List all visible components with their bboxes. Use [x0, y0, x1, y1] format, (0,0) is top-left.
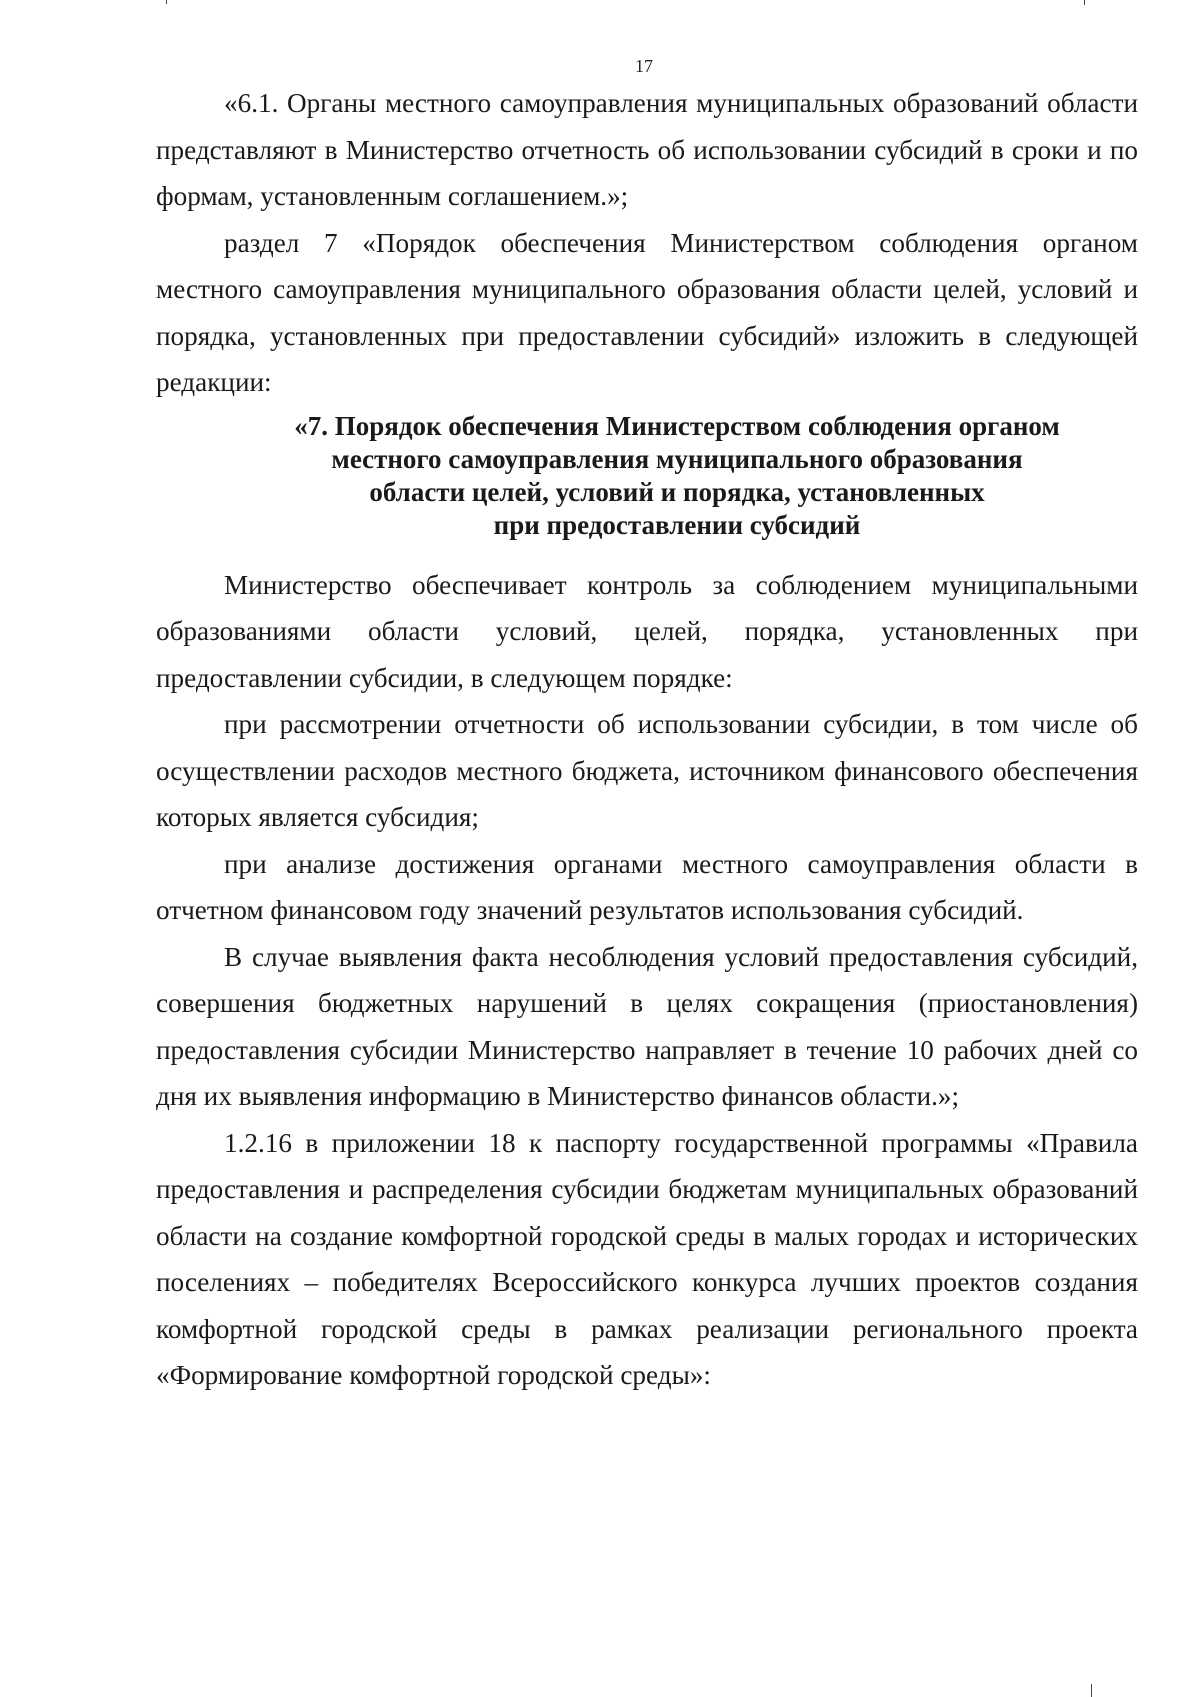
paragraph-violations: В случае выявления факта несоблюдения условий предоставления субсидий, совершения бюджетных нарушений в целях сокращения (приостановления) предоставления субсидии Министерство направляет в течение 10 рабочих дней со дня их выявления информацию в Министерство финансов области.»;	[156, 941, 1138, 1111]
paragraph-section-7-intro: раздел 7 «Порядок обеспечения Министерством соблюдения органом местного самоуправления муниципального образования области целей, условий и порядка, установленных при предоставлении субсидий» изложить в следующей редакции:	[156, 227, 1138, 397]
paragraph-ministry-control: Министерство обеспечивает контроль за соблюдением муниципальными образованиями области условий, целей, порядка, установленных при предоставлении субсидии, в следующем порядке:	[156, 569, 1138, 693]
page-number: 17	[635, 56, 653, 76]
paragraph-results-analysis: при анализе достижения органами местного самоуправления области в отчетном финансовом году значений результатов использования субсидий.	[156, 848, 1138, 925]
paragraph-6-1: «6.1. Органы местного самоуправления муниципальных образований области представляют в Министерство отчетность об использовании субсидий в сроки и по формам, установленным соглашением.»;	[156, 88, 1138, 211]
heading-line: «7. Порядок обеспечения Министерством соблюдения органом	[294, 410, 1060, 441]
scan-artifact	[166, 0, 167, 4]
paragraph-reporting-review: при рассмотрении отчетности об использовании субсидии, в том числе об осуществлении расходов местного бюджета, источником финансового обеспечения которых является субсидия;	[156, 709, 1138, 832]
spacer	[156, 554, 1138, 562]
section-7-heading	[156, 410, 1138, 542]
heading-line: местного самоуправления муниципального образования	[331, 443, 1023, 474]
document-body	[156, 80, 1138, 1399]
heading-line: при предоставлении субсидий	[493, 509, 861, 540]
heading-line: области целей, условий и порядка, установленных	[369, 476, 985, 507]
scan-artifact	[1084, 0, 1085, 5]
paragraph-1-2-16: 1.2.16 в приложении 18 к паспорту государственной программы «Правила предоставления и распределения субсидии бюджетам муниципальных образований области на создание комфортной городской среды в малых городах и исторических поселениях – победителях Всероссийского конкурса лучших проектов создания комфортной городской среды в рамках реализации регионального проекта «Формирование комфортной городской среды»:	[156, 1127, 1138, 1390]
scan-artifact	[1091, 1684, 1092, 1697]
